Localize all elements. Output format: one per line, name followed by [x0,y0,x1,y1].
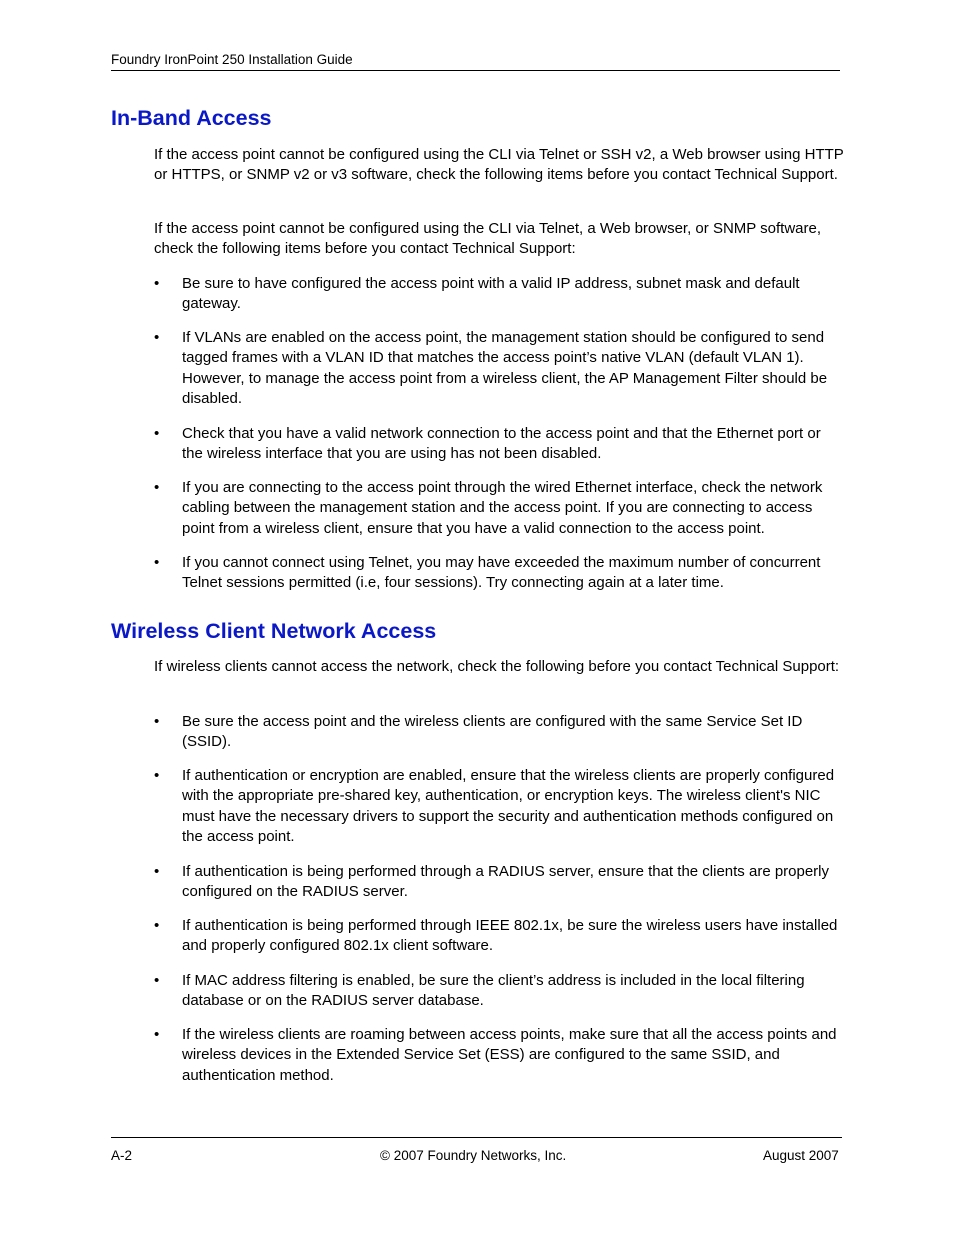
section-heading-wireless-client-network-access: Wireless Client Network Access [111,619,437,643]
footer-copyright: © 2007 Foundry Networks, Inc. [380,1148,567,1163]
list-item-text: If MAC address filtering is enabled, be sure the client’s address is included in the local filtering database or on the RADIUS server database. [182,972,805,1010]
bullet-icon: • [154,972,160,989]
bullet-icon: • [154,554,160,571]
bullet-icon: • [154,917,160,934]
list-item-text: Be sure the access point and the wireless clients are configured with the same Service Set ID (SSID). [182,713,803,751]
bullet-icon: • [154,713,160,730]
bullet-icon: • [154,479,160,496]
list-item [154,553,844,594]
paragraph: If the access point cannot be configured using the CLI via Telnet, a Web browser, or SNMP software, check the following items before you contact Technical Support: [154,220,822,258]
list-item-text: If authentication is being performed through IEEE 802.1x, be sure the wireless users have installed and properly configured 802.1x client software. [182,917,838,955]
list-item [154,328,844,410]
list-item-text: Check that you have a valid network connection to the access point and that the Ethernet port or the wireless interface that you are using has not been disabled. [182,425,821,463]
paragraph: If the access point cannot be configured using the CLI via Telnet or SSH v2, a Web browser using HTTP or HTTPS, or SNMP v2 or v3 software, check the following items before you contact Technical Support. [154,146,844,184]
list-item [154,862,844,903]
list-item [154,712,844,753]
bullet-icon: • [154,767,160,784]
list-item-text: If you are connecting to the access point through the wired Ethernet interface, check the network cabling between the management station and the access point. If you are connecting to access point from a wireless client, ensure that you have a valid connection to the access point. [182,479,823,537]
list-item-text: If authentication is being performed through a RADIUS server, ensure that the clients are properly configured on the RADIUS server. [182,863,830,901]
list-item [154,424,844,465]
list-item-text: Be sure to have configured the access point with a valid IP address, subnet mask and default gateway. [182,275,800,313]
bullet-icon: • [154,425,160,442]
bullet-icon: • [154,1026,160,1043]
section-heading-in-band-access: In-Band Access [111,106,272,130]
paragraph: If wireless clients cannot access the network, check the following before you contact Technical Support: [154,658,840,675]
list-item [154,478,844,539]
running-header-title: Foundry IronPoint 250 Installation Guide [111,52,353,67]
list-item-text: If VLANs are enabled on the access point, the management station should be configured to send tagged frames with a VLAN ID that matches the access point’s native VLAN (default VLAN 1). However, to manage the access point from a wireless client, the AP Management Filter should be disabled. [182,329,828,408]
footer-date: August 2007 [763,1148,839,1163]
bullet-icon: • [154,329,160,346]
footer-page-number: A-2 [111,1148,133,1163]
list-item [154,1025,844,1086]
list-item [154,916,844,957]
list-item [154,971,844,1012]
bullet-icon: • [154,863,160,880]
list-item [154,274,844,315]
list-item [154,766,844,848]
footer-divider [111,1137,842,1138]
bullet-icon: • [154,275,160,292]
running-header [111,52,840,71]
list-item-text: If you cannot connect using Telnet, you may have exceeded the maximum number of concurrent Telnet sessions permitted (i.e, four sessions). Try connecting again at a later time. [182,554,821,592]
list-item-text: If authentication or encryption are enabled, ensure that the wireless clients are properly configured with the appropriate pre-shared key, authentication, or encryption keys. The wireless client's NIC must have the necessary drivers to support the security and authentication methods configured on the access point. [182,767,835,846]
list-item-text: If the wireless clients are roaming between access points, make sure that all the access points and wireless devices in the Extended Service Set (ESS) are configured to the same SSID, and authentication method. [182,1026,837,1084]
